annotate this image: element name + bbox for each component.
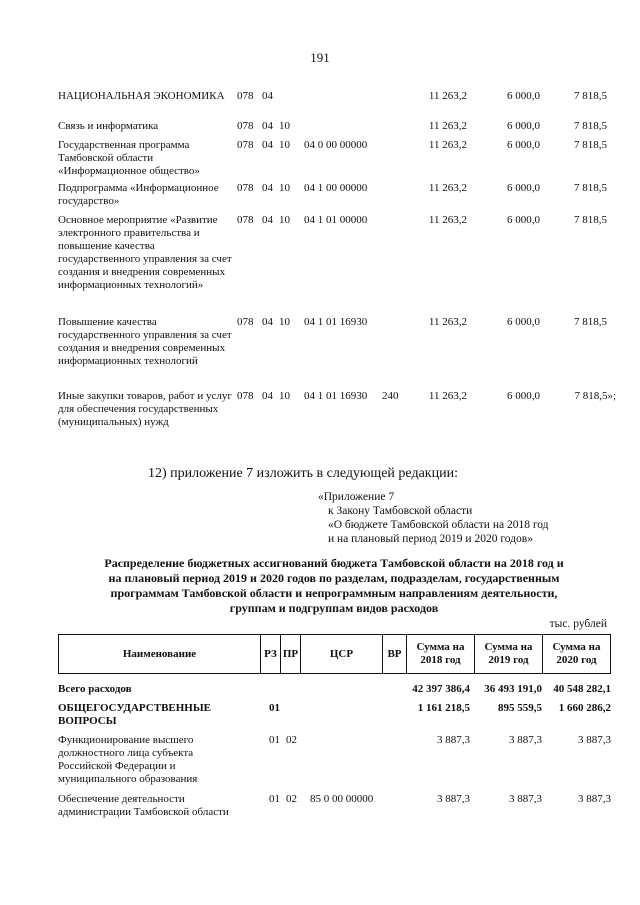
row-sum-2020: 7 818,5 [574, 139, 607, 151]
row-sum-2019: 6 000,0 [507, 120, 540, 132]
row-name: Основное мероприятие «Развитие электронного правительства и повышение качества государственного управления за счет создания и внедрения современных информационных технологий» [58, 214, 232, 291]
row-pr: 02 [286, 793, 297, 805]
row-sum-2020: 7 818,5 [574, 120, 607, 132]
row-sum-2020: 7 818,5 [574, 214, 607, 226]
row-sum-2020: 7 818,5 [574, 90, 607, 102]
appendix-reference [318, 490, 549, 546]
row-name: Повышение качества государственного управления за счет создания и внедрения современных информационных технологий [58, 316, 232, 367]
row-sum-2019: 6 000,0 [507, 316, 540, 328]
title-line: группам и подгруппам видов расходов [229, 601, 439, 615]
header-sum-2018: Сумма на 2018 год [407, 635, 475, 673]
row-sum-2020: 7 818,5»; [574, 390, 616, 402]
page-number: 191 [310, 50, 330, 65]
amendment-point: 12) приложение 7 изложить в следующей редакции: [148, 466, 458, 481]
main-table-header [58, 634, 611, 674]
row-pr: 10 [279, 120, 290, 132]
row-ved: 078 [237, 139, 254, 151]
row-pr: 10 [279, 139, 290, 151]
row-sum-2018: 42 397 386,4 [412, 683, 470, 695]
row-sum-2020: 3 887,3 [578, 793, 611, 805]
row-pr: 10 [279, 182, 290, 194]
row-sum-2019: 6 000,0 [507, 139, 540, 151]
row-rz: 01 [269, 702, 280, 714]
row-ved: 078 [237, 316, 254, 328]
row-sum-2018: 11 263,2 [428, 316, 467, 328]
row-sum-2020: 1 660 286,2 [558, 702, 611, 714]
row-csr: 04 1 01 00000 [304, 214, 368, 226]
row-sum-2019: 3 887,3 [509, 793, 542, 805]
row-ved: 078 [237, 182, 254, 194]
row-csr: 04 1 01 16930 [304, 390, 368, 402]
appendix-line: «Приложение 7 [318, 491, 395, 503]
header-sum-2020: Сумма на 2020 год [552, 641, 601, 666]
row-name: Всего расходов [58, 683, 132, 695]
row-rz: 04 [262, 90, 273, 102]
row-rz: 04 [262, 214, 273, 226]
row-sum-2018: 11 263,2 [428, 214, 467, 226]
header-sum-2019: Сумма на 2019 год [475, 635, 543, 673]
row-sum-2019: 895 559,5 [498, 702, 542, 714]
units-label: тыс. рублей [549, 618, 607, 630]
row-ved: 078 [237, 120, 254, 132]
appendix-line: к Закону Тамбовской области [328, 505, 473, 517]
header-csr: ЦСР [301, 635, 383, 673]
row-ved: 078 [237, 390, 254, 402]
appendix-line: и на плановый период 2019 и 2020 годов» [328, 533, 533, 545]
title-line: программам Тамбовской области и непрограммным направлениям деятельности, [110, 586, 558, 600]
row-sum-2018: 1 161 218,5 [417, 702, 470, 714]
header-pr: ПР [281, 635, 301, 673]
row-name: Подпрограмма «Информационное государство» [58, 182, 219, 207]
row-rz: 04 [262, 316, 273, 328]
row-name: ОБЩЕГОСУДАРСТВЕННЫЕ ВОПРОСЫ [58, 702, 211, 727]
row-name: Государственная программа Тамбовской области «Информационное общество» [58, 139, 200, 177]
row-vr: 240 [382, 390, 399, 402]
row-pr: 02 [286, 734, 297, 746]
row-sum-2018: 11 263,2 [428, 139, 467, 151]
row-name: НАЦИОНАЛЬНАЯ ЭКОНОМИКА [58, 90, 225, 102]
row-rz: 04 [262, 139, 273, 151]
title-line: на плановый период 2019 и 2020 годов по разделам, подразделам, государственным [108, 571, 560, 585]
row-rz: 04 [262, 182, 273, 194]
header-vr: ВР [383, 635, 407, 673]
row-pr: 10 [279, 390, 290, 402]
title-line: Распределение бюджетных ассигнований бюджета Тамбовской области на 2018 год и [104, 556, 564, 570]
row-sum-2019: 6 000,0 [507, 90, 540, 102]
row-rz: 04 [262, 120, 273, 132]
row-sum-2018: 11 263,2 [428, 90, 467, 102]
row-sum-2019: 6 000,0 [507, 390, 540, 402]
row-sum-2018: 11 263,2 [428, 390, 467, 402]
row-sum-2020: 7 818,5 [574, 316, 607, 328]
row-pr: 10 [279, 316, 290, 328]
row-name: Функционирование высшего должностного лица субъекта Российской Федерации и муниципального образования [58, 734, 198, 785]
row-ved: 078 [237, 90, 254, 102]
row-sum-2019: 6 000,0 [507, 214, 540, 226]
row-rz: 04 [262, 390, 273, 402]
row-sum-2019: 3 887,3 [509, 734, 542, 746]
header-rz: РЗ [261, 635, 281, 673]
document-title [60, 556, 608, 616]
row-pr: 10 [279, 214, 290, 226]
row-sum-2020: 7 818,5 [574, 182, 607, 194]
row-rz: 01 [269, 734, 280, 746]
row-sum-2019: 6 000,0 [507, 182, 540, 194]
row-sum-2020: 3 887,3 [578, 734, 611, 746]
row-csr: 04 0 00 00000 [304, 139, 368, 151]
header-name: Наименование [59, 635, 261, 673]
row-sum-2018: 11 263,2 [428, 182, 467, 194]
row-csr: 04 1 00 00000 [304, 182, 368, 194]
row-sum-2020: 40 548 282,1 [553, 683, 611, 695]
row-ved: 078 [237, 214, 254, 226]
row-sum-2018: 3 887,3 [437, 793, 470, 805]
row-csr: 04 1 01 16930 [304, 316, 368, 328]
row-csr: 85 0 00 00000 [310, 793, 374, 805]
row-sum-2018: 3 887,3 [437, 734, 470, 746]
row-name: Обеспечение деятельности администрации Тамбовской области [58, 793, 229, 818]
row-name: Иные закупки товаров, работ и услуг для обеспечения государственных (муниципальных) нужд [58, 390, 232, 428]
row-sum-2018: 11 263,2 [428, 120, 467, 132]
row-rz: 01 [269, 793, 280, 805]
row-sum-2019: 36 493 191,0 [484, 683, 542, 695]
appendix-line: «О бюджете Тамбовской области на 2018 год [328, 519, 549, 531]
row-name: Связь и информатика [58, 120, 159, 132]
